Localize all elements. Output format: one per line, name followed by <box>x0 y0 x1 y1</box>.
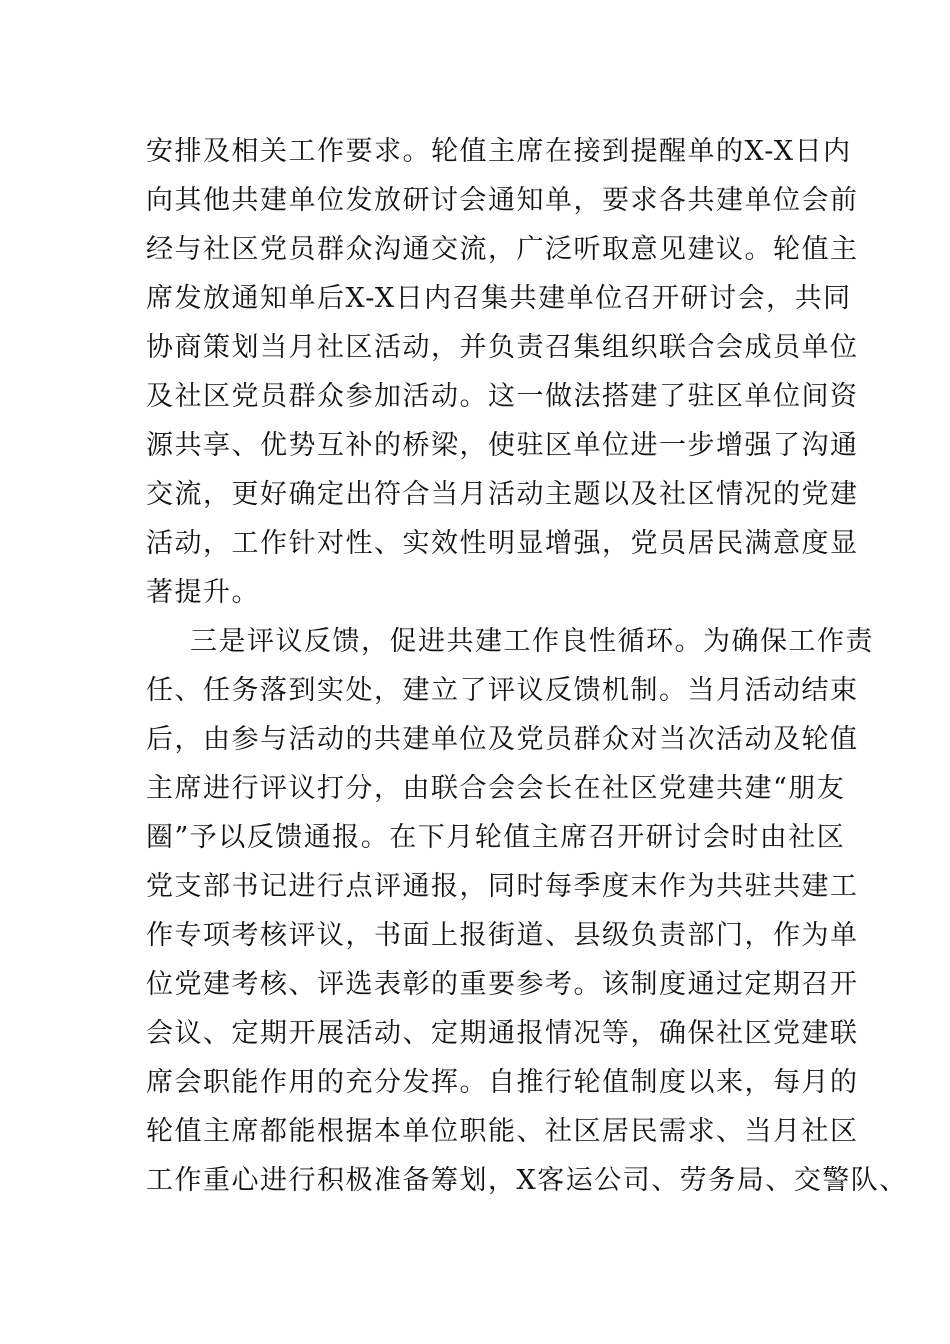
text-line: 主席进行评议打分，由联合会会长在社区党建共建“朋友 <box>146 773 846 804</box>
text-line: 工作重心进行积极准备筹划，X客运公司、劳务局、交警队、 <box>146 1165 908 1196</box>
text-line: 位党建考核、评选表彰的重要参考。该制度通过定期召开 <box>146 969 859 1000</box>
text-line: 作专项考核评议，书面上报街道、县级负责部门，作为单 <box>146 920 859 951</box>
text-line: 经与社区党员群众沟通交流，广泛听取意见建议。轮值主 <box>146 234 859 265</box>
text-line: 源共享、优势互补的桥梁，使驻区单位进一步增强了沟通 <box>146 430 859 461</box>
text-line: 交流，更好确定出符合当月活动主题以及社区情况的党建 <box>146 479 859 510</box>
text-line: 党支部书记进行点评通报，同时每季度末作为共驻共建工 <box>146 871 859 902</box>
text-line: 席会职能作用的充分发挥。自推行轮值制度以来，每月的 <box>146 1067 859 1098</box>
text-line: 安排及相关工作要求。轮值主席在接到提醒单的X-X日内 <box>146 136 852 167</box>
text-line: 协商策划当月社区活动，并负责召集组织联合会成员单位 <box>146 332 859 363</box>
text-line: 向其他共建单位发放研讨会通知单，要求各共建单位会前 <box>146 185 859 216</box>
text-line: 著提升。 <box>146 577 260 608</box>
text-line: 席发放通知单后X-X日内召集共建单位召开研讨会，共同 <box>146 283 852 314</box>
text-line: 会议、定期开展活动、定期通报情况等，确保社区党建联 <box>146 1018 859 1049</box>
text-line: 活动，工作针对性、实效性明显增强，党员居民满意度显 <box>146 528 859 559</box>
text-line: 及社区党员群众参加活动。这一做法搭建了驻区单位间资 <box>146 381 859 412</box>
text-line: 任、任务落到实处，建立了评议反馈机制。当月活动结束 <box>146 675 859 706</box>
text-line: 后，由参与活动的共建单位及党员群众对当次活动及轮值 <box>146 724 859 755</box>
text-line: 轮值主席都能根据本单位职能、社区居民需求、当月社区 <box>146 1116 859 1147</box>
text-line: 圈”予以反馈通报。在下月轮值主席召开研讨会时由社区 <box>146 822 846 853</box>
paragraph-start-line: 三是评议反馈，促进共建工作良性循环。为确保工作责 <box>190 626 874 657</box>
